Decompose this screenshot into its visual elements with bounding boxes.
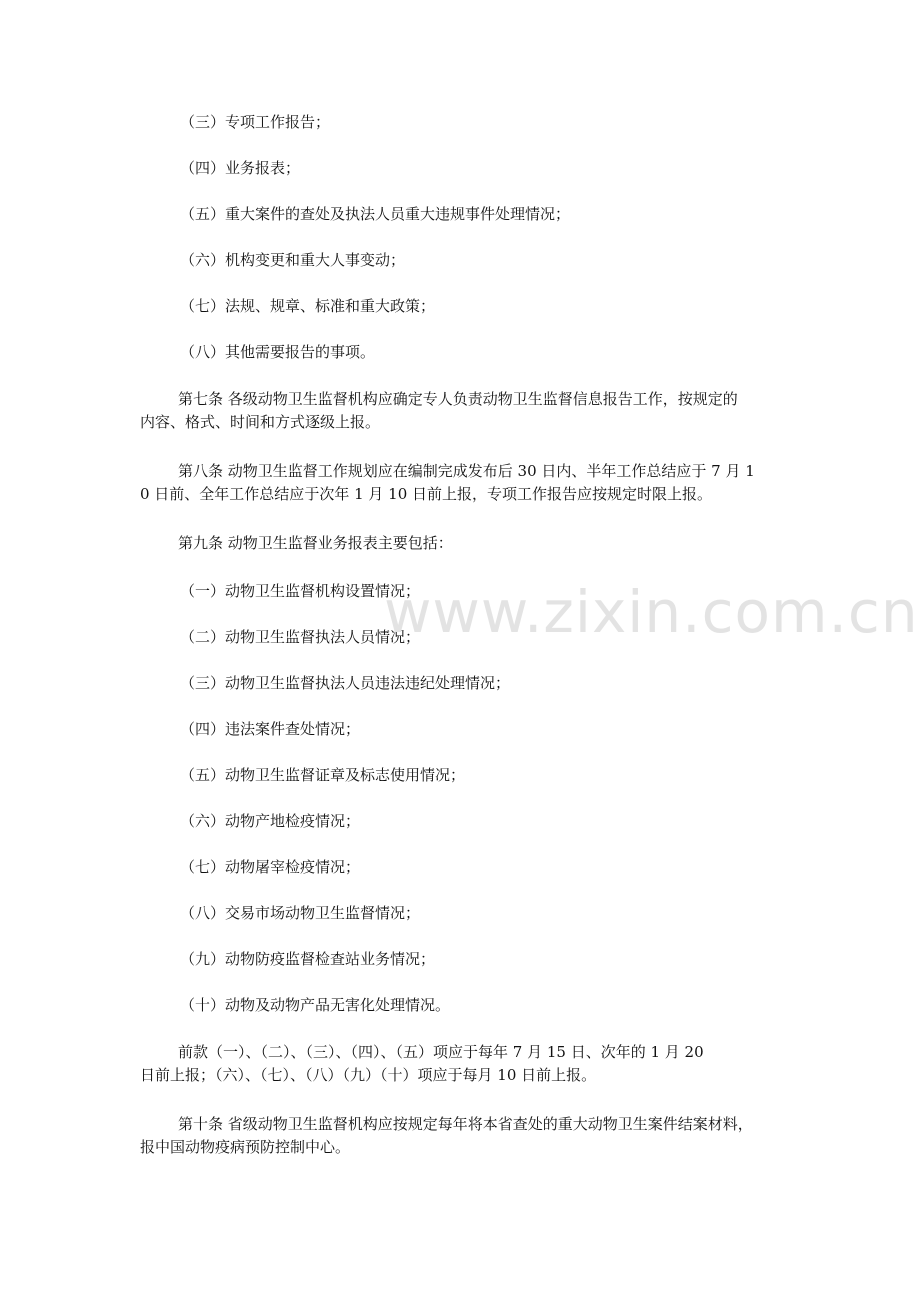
article-8 xyxy=(140,460,795,506)
note-line-2: 日前上报；（六）、（七）、（八）（九）（十）项应于每月 10 日前上报。 xyxy=(140,1066,597,1084)
article-8-line-1: 第八条 动物卫生监督工作规划应在编制完成发布后 30 日内、半年工作总结应于 7 月 1 xyxy=(178,462,755,480)
list-item-market-supervision: （八）交易市场动物卫生监督情况； xyxy=(180,904,421,922)
reporting-deadlines-note xyxy=(140,1041,795,1087)
list-item-staff-violations: （三）动物卫生监督执法人员违法违纪处理情况； xyxy=(180,674,511,692)
list-item-org-setup: （一）动物卫生监督机构设置情况； xyxy=(180,582,421,600)
list-item-illegal-cases: （四）违法案件查处情况； xyxy=(180,720,361,738)
article-7-line-2: 内容、格式、时间和方式逐级上报。 xyxy=(140,413,381,431)
article-8-line-2: 0 日前、全年工作总结应于次年 1 月 10 日前上报，专项工作报告应按规定时限上报。 xyxy=(140,485,713,503)
article-7-line-1: 第七条 各级动物卫生监督机构应确定专人负责动物卫生监督信息报告工作，按规定的 xyxy=(178,390,738,408)
list-item-major-cases: （五）重大案件的查处及执法人员重大违规事件处理情况； xyxy=(180,205,571,223)
list-item-checkpoints: （九）动物防疫监督检查站业务情况； xyxy=(180,950,436,968)
article-10 xyxy=(140,1113,795,1159)
list-item-other: （八）其他需要报告的事项。 xyxy=(180,343,376,361)
list-item-slaughter-quarantine: （七）动物屠宰检疫情况； xyxy=(180,858,361,876)
article-9: 第九条 动物卫生监督业务报表主要包括： xyxy=(178,534,453,552)
list-item-regulations: （七）法规、规章、标准和重大政策； xyxy=(180,297,436,315)
list-item-staff: （二）动物卫生监督执法人员情况； xyxy=(180,628,421,646)
list-item-report-forms: （四）业务报表； xyxy=(180,159,301,177)
list-item-org-changes: （六）机构变更和重大人事变动； xyxy=(180,251,406,269)
note-line-1: 前款（一）、（二）、（三）、（四）、（五）项应于每年 7 月 15 日、次年的 1 月 20 xyxy=(178,1043,704,1061)
list-item-harmless-treatment: （十）动物及动物产品无害化处理情况。 xyxy=(180,996,451,1014)
list-item-origin-quarantine: （六）动物产地检疫情况； xyxy=(180,812,361,830)
document-body xyxy=(140,112,795,1185)
article-10-line-1: 第十条 省级动物卫生监督机构应按规定每年将本省查处的重大动物卫生案件结案材料， xyxy=(178,1115,753,1133)
article-10-line-2: 报中国动物疫病预防控制中心。 xyxy=(140,1138,351,1156)
list-item-certificates: （五）动物卫生监督证章及标志使用情况； xyxy=(180,766,466,784)
watermark: www.zixin.com.cn xyxy=(384,578,919,646)
list-item-report-special: （三）专项工作报告； xyxy=(180,113,331,131)
article-7 xyxy=(140,388,795,434)
